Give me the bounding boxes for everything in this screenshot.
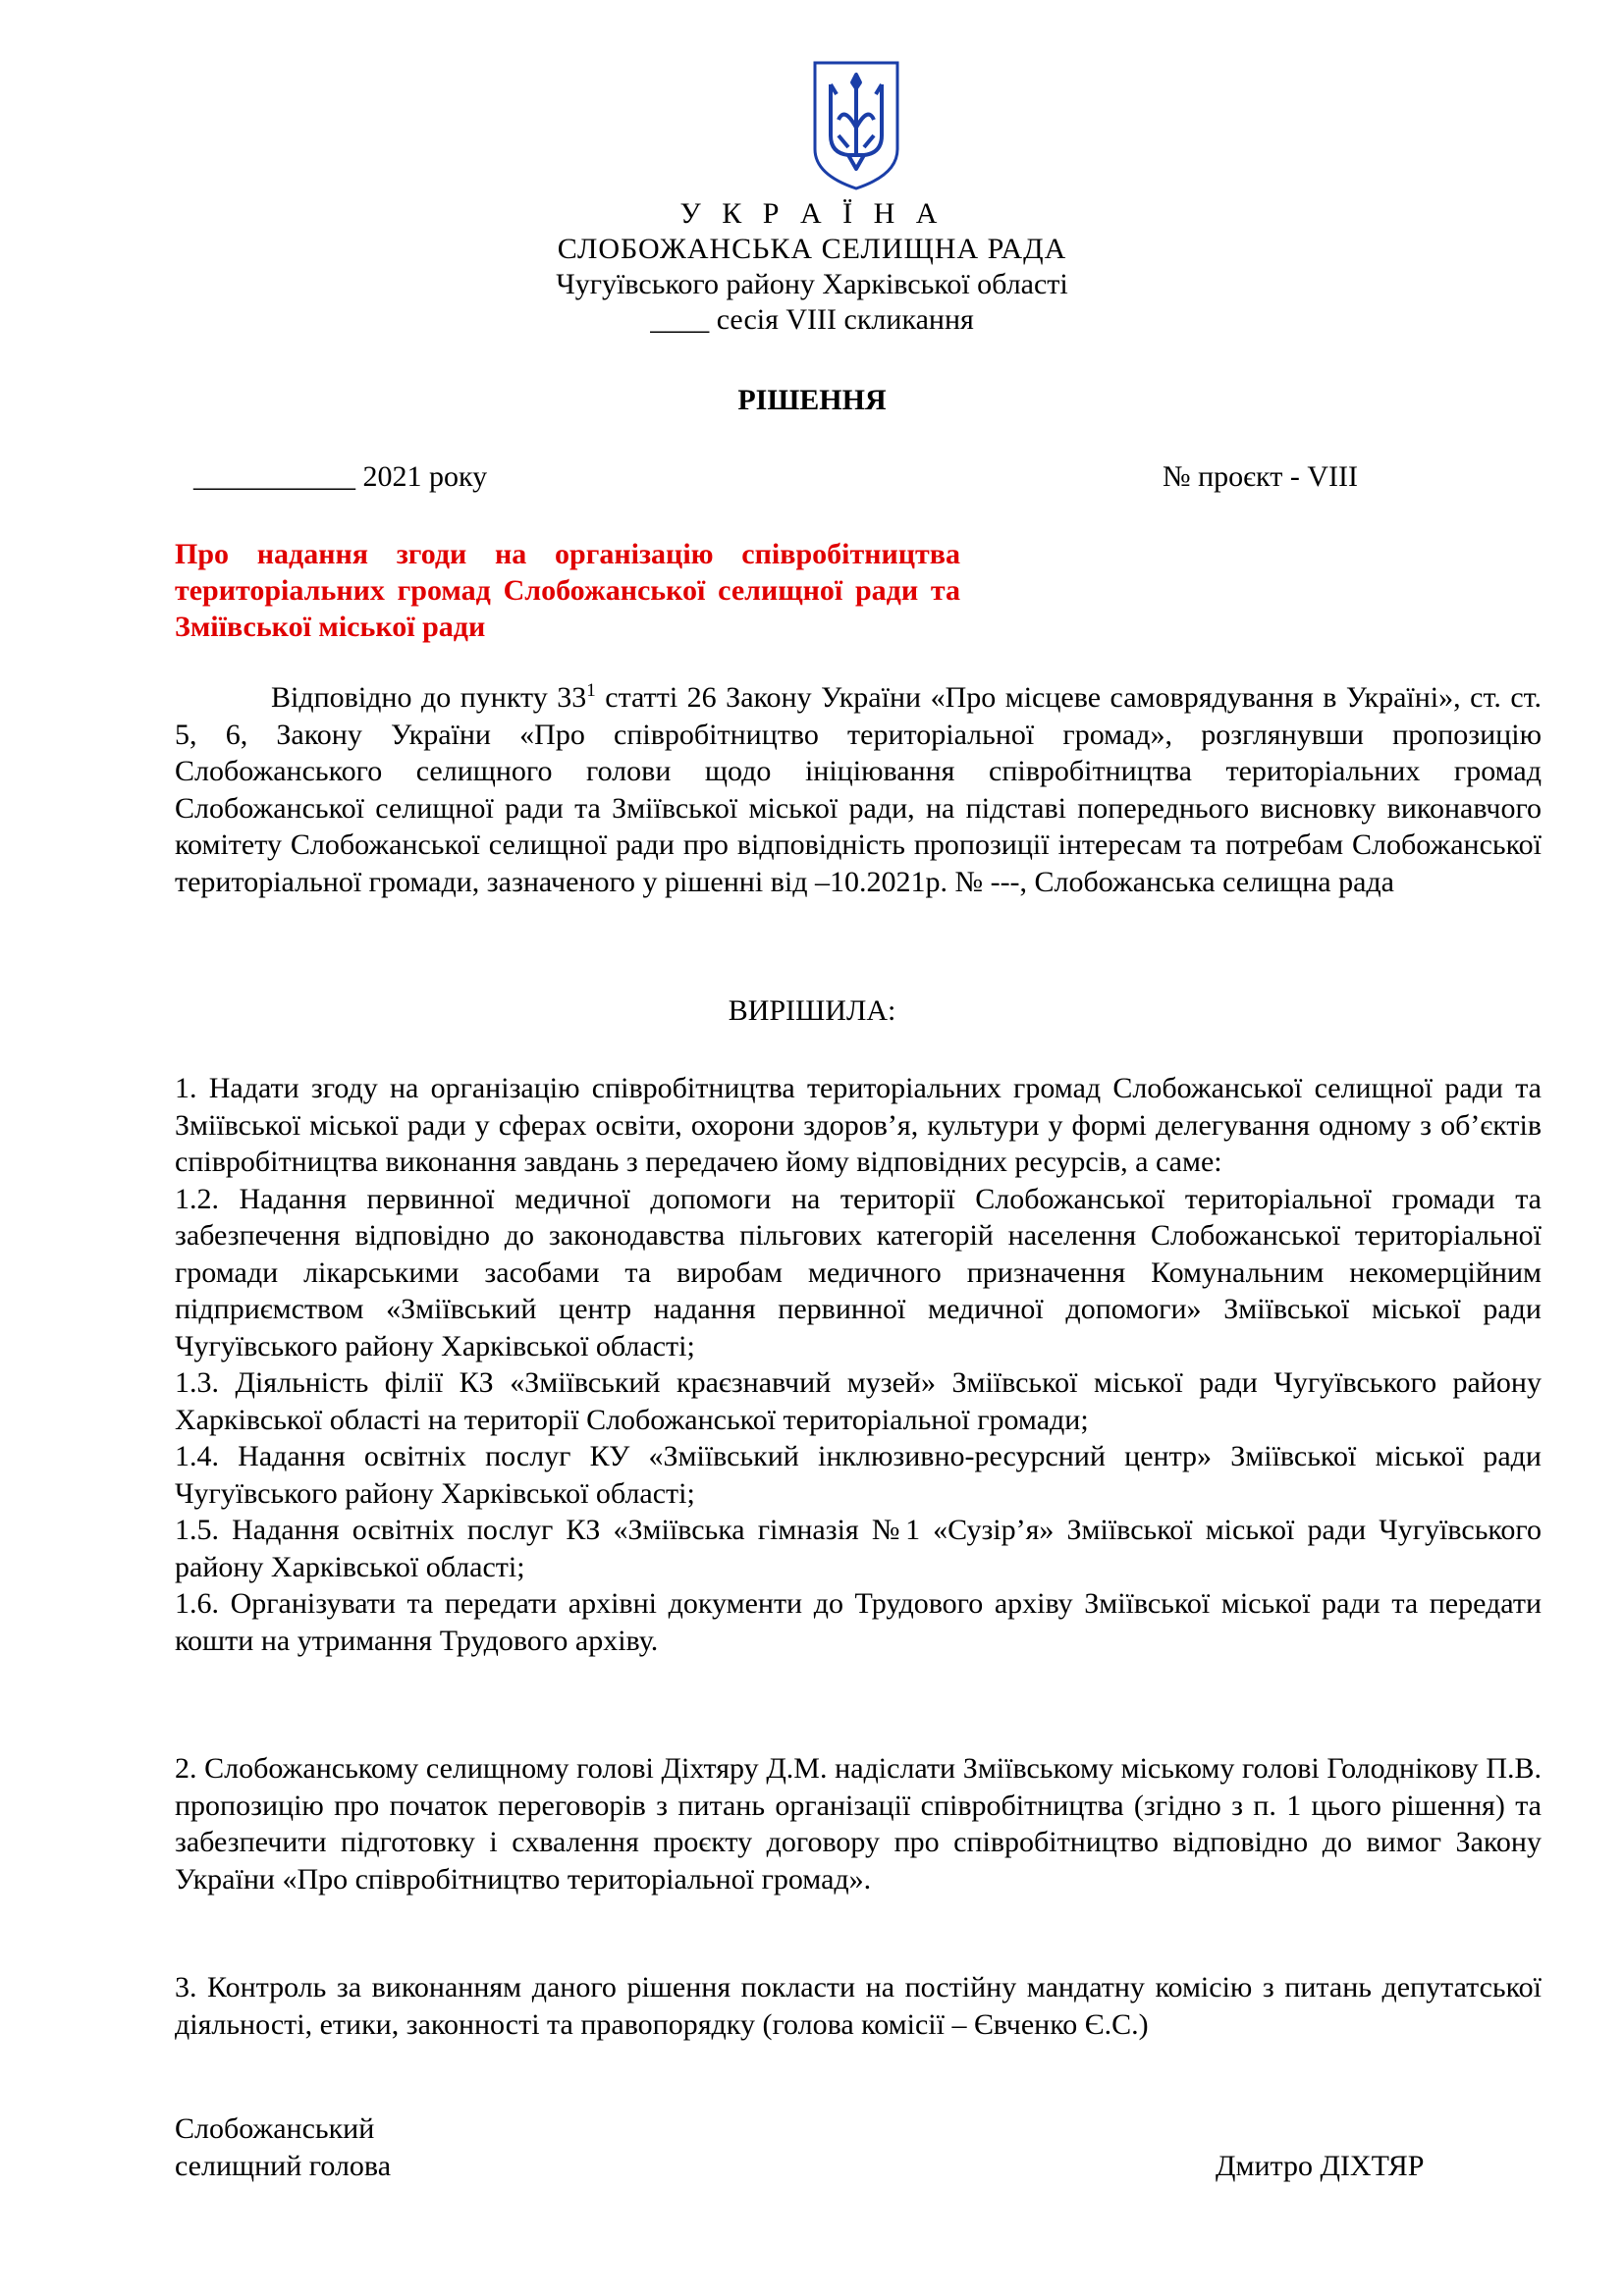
signatory-name: Дмитро ДІХТЯР [1216, 2150, 1425, 2182]
decision-date: ___________ 2021 року [193, 460, 488, 493]
preamble-superscript: 1 [586, 680, 596, 701]
preamble-paragraph [175, 679, 1542, 900]
list-item: 1.6. Організувати та передати архівні документи до Трудового архіву Зміївської міської ради та передати кошти на утримання Трудового архіву. [175, 1587, 1542, 1657]
trident-icon [809, 59, 903, 192]
country-name: У К Р А Ї Н А [679, 197, 945, 230]
decision-subject: Про надання згоди на організацію співробітництва територіальних громад Слобожанської селищної ради та Зміївської міської ради [175, 538, 960, 643]
list-item: 1.4. Надання освітніх послуг КУ «Зміївський інклюзивно-ресурсний центр» Зміївської міської ради Чугуївського району Харківської області; [175, 1440, 1542, 1510]
signatory-position-line-2: селищний голова [175, 2150, 392, 2182]
item-2-paragraph [175, 1750, 1542, 1897]
list-item: 1. Надати згоду на організацію співробітництва територіальних громад Слобожанської селищної ради та Зміївської міської ради у сферах освіти, охорони здоров’я, культури у формі делегування одному з об’єктів співробітництва виконання завдань з передачею йому відповідних ресурсів, а саме: [175, 1072, 1542, 1178]
decision-title: РІШЕННЯ [737, 384, 887, 416]
signatory-position-line-1: Слобожанський [175, 2112, 375, 2145]
item-3-paragraph [175, 1969, 1542, 2043]
council-name: СЛОБОЖАНСЬКА СЕЛИЩНА РАДА [557, 233, 1067, 265]
preamble-text-start: Відповідно до пункту 33 [271, 681, 587, 714]
signatory-position [175, 2110, 391, 2185]
list-item: 1.3. Діяльність філії КЗ «Зміївський краєзнавчий музей» Зміївської міської ради Чугуївського району Харківської області на території Слобожанської територіальної громади; [175, 1366, 1542, 1436]
list-item: 1.5. Надання освітніх послуг КЗ «Зміївська гімназія №1 «Сузір’я» Зміївської міської ради Чугуївського району Харківської області; [175, 1514, 1542, 1583]
preamble-text-end: статті 26 Закону України «Про місцеве самоврядування в Україні», ст. ст. 5, 6, Закону України «Про співробітництво територіальної громад», розглянувши пропозицію Слобожанського селищного голови щодо ініціювання співробітництва територіальних громад Слобожанської селищної ради та Зміївської міської ради, на підставі попереднього висновку виконавчого комітету Слобожанської селищної ради про відповідність пропозиції інтересам та потребам Слобожанської територіальної громади, зазначеного у рішенні від –10.2021р. № ---, Слобожанська селищна рада [175, 681, 1542, 898]
resolved-heading: ВИРІШИЛА: [728, 994, 896, 1027]
item-1-list [175, 1070, 1542, 1659]
list-item: 1.2. Надання первинної медичної допомоги на території Слобожанської територіальної громади та забезпечення відповідно до законодавства пільгових категорій населення Слобожанської територіальної громади лікарськими засобами та виробам медичного призначення Комунальним некомерційним підприємством «Зміївський центр надання первинної медичної допомоги» Зміївської міської ради Чугуївського району Харківської області; [175, 1182, 1542, 1362]
item-2-text: 2. Слобожанському селищному голові Діхтяру Д.М. надіслати Зміївському міському голові Голоднікову П.В. пропозицію про початок переговорів з питань організації співробітництва (згідно з п. 1 цього рішення) та забезпечити підготовку і схвалення проєкту договору про співробітництво відповідно до вимог Закону України «Про співробітництво територіальної громад». [175, 1752, 1542, 1896]
decision-number: № проєкт - VIII [1163, 460, 1358, 493]
item-3-text: 3. Контроль за виконанням даного рішення покласти на постійну мандатну комісію з питань депутатської діяльності, етики, законності та правопорядку (голова комісії – Євченко Є.С.) [175, 1971, 1542, 2041]
district-name: Чугуївського району Харківської області [556, 268, 1068, 300]
session-line: ____ сесія VIII скликання [650, 303, 974, 336]
